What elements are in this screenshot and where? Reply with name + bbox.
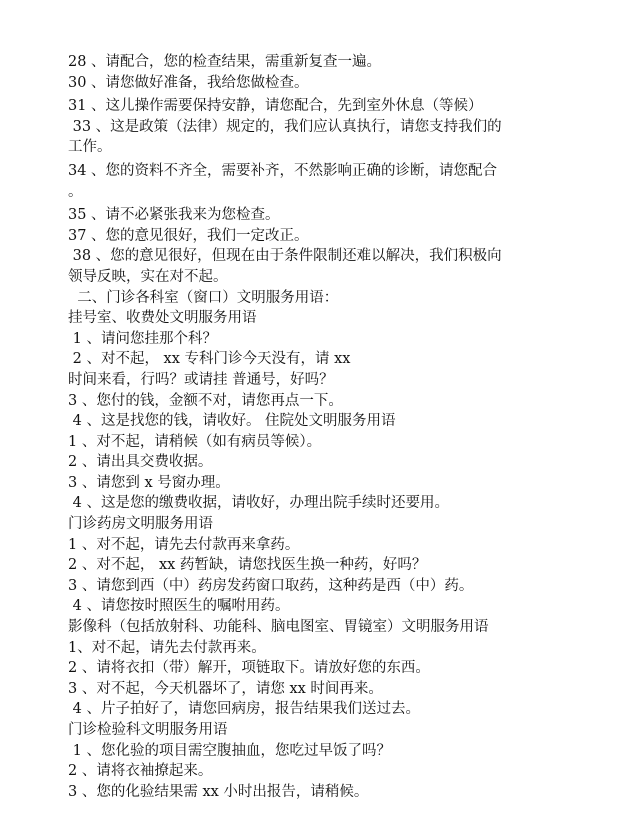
text-line: 2 、请将衣袖撩起来。 xyxy=(68,763,213,780)
text-line: 30 、请您做好准备，我给您做检查。 xyxy=(68,74,309,91)
text-line: 4 、请您按时照医生的嘱咐用药。 xyxy=(68,598,290,615)
text-line: 3 、请您到西（中）药房发药窗口取药，这种药是西（中）药。 xyxy=(68,577,474,594)
text-line: 3 、您的化验结果需 xx 小时出报告，请稍候。 xyxy=(68,783,369,800)
section-heading: 二、门诊各科室（窗口）文明服务用语： xyxy=(68,289,339,306)
text-line: 28 、请配合，您的检查结果，需重新复查一遍。 xyxy=(68,54,382,70)
subsection-heading: 门诊药房文明服务用语 xyxy=(68,516,213,533)
text-line: 2 、请出具交费收据。 xyxy=(68,454,213,471)
text-line: 3 、对不起，今天机器坏了，请您 xx 时间再来。 xyxy=(68,680,383,697)
text-line: 38 、您的意见很好，但现在由于条件限制还难以解决，我们积极向 xyxy=(68,248,502,265)
text-line: 2 、对不起， xx 药暂缺，请您找医生换一种药，好吗？ xyxy=(68,557,427,574)
text-line: 4 、这是您的缴费收据，请收好，办理出院手续时还要用。 xyxy=(68,495,449,512)
text-line: 2 、请将衣扣（带）解开，项链取下。请放好您的东西。 xyxy=(68,660,430,677)
text-line: 4 、片子拍好了，请您回病房，报告结果我们送过去。 xyxy=(68,701,420,718)
text-line: 2 、对不起， xx 专科门诊今天没有，请 xx xyxy=(68,351,351,368)
text-line: 3 、请您到 x 号窗办理。 xyxy=(68,474,230,491)
text-line: 时间来看，行吗？或请挂 普通号，好吗？ xyxy=(68,371,334,388)
text-line: 37 、您的意见很好，我们一定改正。 xyxy=(68,227,309,244)
text-line: 领导反映，实在对不起。 xyxy=(68,268,228,285)
text-line: 4 、这是找您的钱，请收好。 住院处文明服务用语 xyxy=(68,413,396,430)
text-line: 3 、您付的钱，金额不对，请您再点一下。 xyxy=(68,392,343,409)
text-line: 工作。 xyxy=(68,139,112,156)
text-line: 1、对不起，请先去付款再来。 xyxy=(68,639,266,656)
subsection-heading: 挂号室、收费处文明服务用语 xyxy=(68,310,257,327)
text-line: 1 、对不起，请稍候（如有病员等候）。 xyxy=(68,433,322,450)
text-line: 1 、您化验的项目需空腹抽血，您吃过早饭了吗？ xyxy=(68,742,391,759)
subsection-heading: 门诊检验科文明服务用语 xyxy=(68,722,228,738)
text-line: 35 、请不必紧张我来为您检查。 xyxy=(68,207,280,224)
text-line: 1 、对不起，请先去付款再来拿药。 xyxy=(68,536,300,553)
subsection-heading: 影像科（包括放射科、功能科、脑电图室、胃镜室）文明服务用语 xyxy=(68,619,489,636)
text-line: 31 、这儿操作需要保持安静，请您配合，先到室外休息（等候） xyxy=(68,98,483,115)
text-line: 1 、请问您挂那个科？ xyxy=(68,330,217,347)
text-line: 34 、您的资料不齐全，需要补齐，不然影响正确的诊断，请您配合 xyxy=(68,162,498,179)
text-line: 。 xyxy=(68,183,83,200)
text-line: 33 、这是政策（法律）规定的，我们应认真执行，请您支持我们的 xyxy=(68,118,502,135)
